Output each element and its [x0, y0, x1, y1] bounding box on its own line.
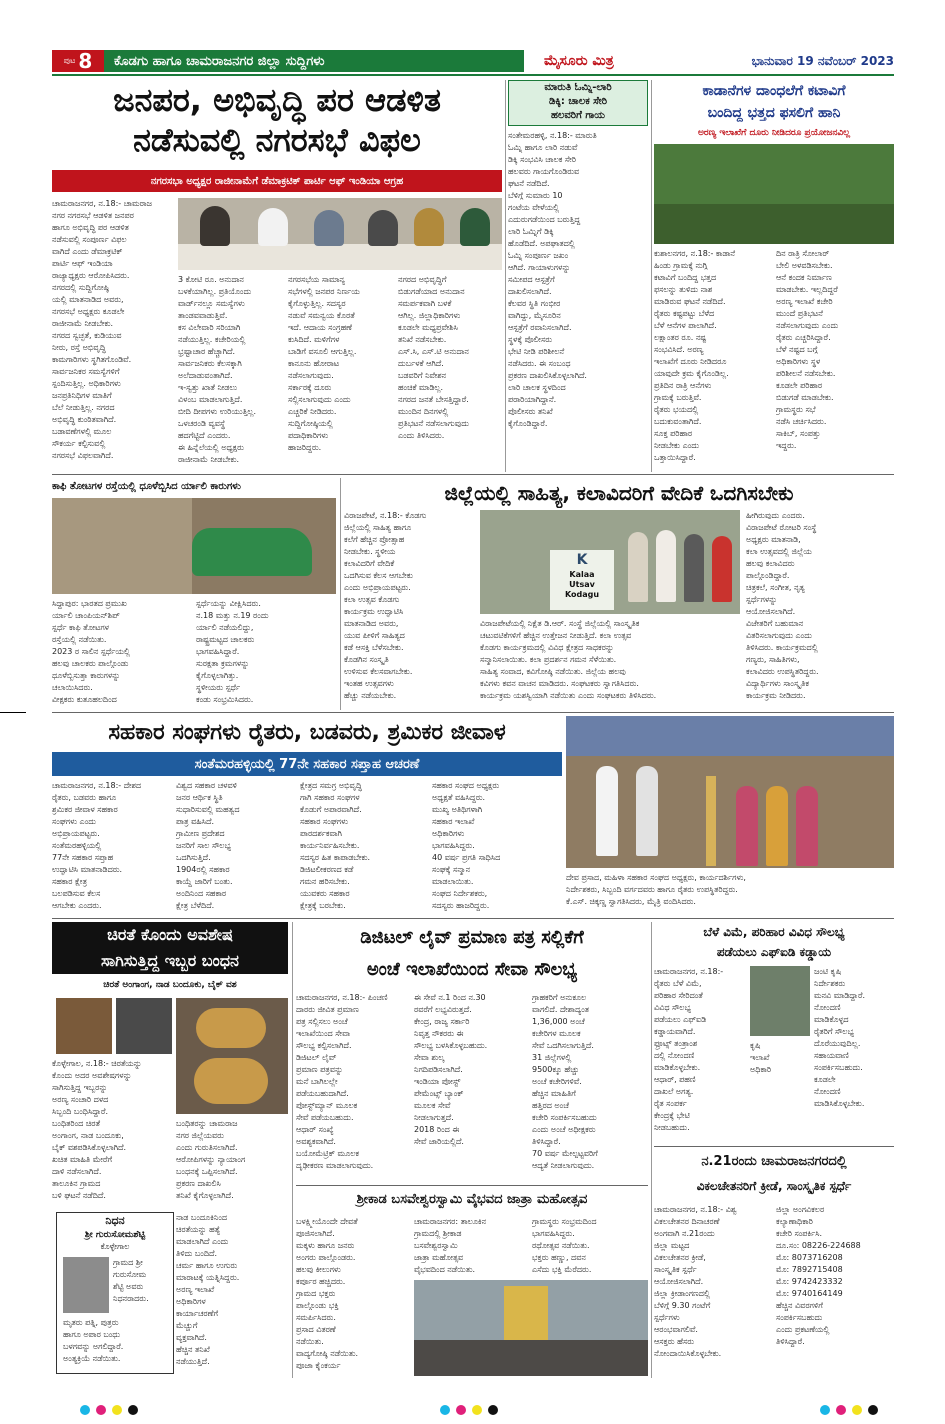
column-rule: [340, 478, 341, 710]
chariot: [504, 1286, 548, 1346]
cooperative-subhead: [52, 752, 562, 776]
section-title: ಕೊಡಗು ಹಾಗೂ ಚಾಮರಾಜನಗರ ಜಿಲ್ಲಾ ಸುದ್ದಿಗಳು: [114, 53, 325, 69]
leopard-headline: [52, 922, 288, 974]
person-silhouette: [636, 766, 658, 856]
lead-body-col3: ನಗರಸಭೆಯ ಸಾಮಾನ್ಯ ಸಭೆಗಳಲ್ಲಿ ಜನಪರ ನಿರ್ಣಯ ಕೈಗೊಳ್ಳುತ್ತಿಲ್ಲ. ಸದಸ್ಯರ ನಡುವೆ ಸಮನ್ವಯ ಕೊರತೆ ಇದೆ. ಆದಾಯ ಸಂಗ್ರಹಣೆ ಕುಸಿದಿದೆ. ಮಳಿಗೆಗಳ ಬಾಡಿಗೆ ವಸೂಲಿ ಆಗುತ್ತಿಲ್ಲ. ಕಾನೂನು ಹೋರಾಟ ನಡೆಸಲಾಗುವುದು. ಸರ್ಕಾರಕ್ಕೆ ದೂರು ಸಲ್ಲಿಸಲಾಗುವುದು ಎಂದು ಎಚ್ಚರಿಕೆ ನೀಡಿದರು. ಸುದ್ದಿಗೋಷ್ಠಿಯಲ್ಲಿ ಪದಾಧಿಕಾರಿಗಳು ಹಾಜರಿದ್ದರು.: [288, 275, 360, 452]
elephant-headline: [654, 80, 894, 124]
dancer-silhouette: [796, 786, 818, 866]
cyan-dot: [80, 1405, 90, 1415]
column-rule: [505, 80, 506, 472]
dust-cloud: [52, 498, 192, 594]
lead-subhead-text: ನಗರಸಭಾ ಅಧ್ಯಕ್ಷರ ರಾಜೀನಾಮೆಗೆ ಡೆಮಾಕ್ರಟಿಕ್ ಪಾರ್ಟಿ ಆಫ್ ಇಂಡಿಯಾ ಆಗ್ರಹ: [150, 175, 404, 187]
banner-text-kalaa: Kalaa: [569, 570, 595, 579]
jatre-body-col1: ಬಳಕ್ಷ್ಮೀಯೊಂದೇ ದೇವತೆ ಪೂಜಿಸಲಾಗಿದೆ. ಮಕ್ಕಳು ಹಾಗೂ ಜನರು ಅಂಗರು ಪಾಲ್ಗೊಂಡರು. ಹಲವು ಕೀಲುಗಳು ಕರ್ಪೂರ ಹಚ್ಚಿದರು. ಗ್ರಾಮದ ಭಕ್ತರು ಪಾಲ್ಗೊಂಡು ಭಕ್ತಿ ಸಮರ್ಪಿಸಿದರು. ಪ್ರಸಾದ ವಿತರಣೆ ನಡೆಯಿತು. ವಾದ್ಯಗೋಷ್ಠಿ ನಡೆಯಿತು. ಪೂಜಾ ಕೈಂಕರ್ಯ: [296, 1217, 359, 1370]
crowd: [414, 1340, 648, 1376]
crop-body-col3: ಕೃಷಿ ಇಲಾಖೆ ಅಧಿಕಾರಿ: [750, 1041, 772, 1074]
digital-body-col1: ಚಾಮರಾಜನಗರ, ನ.18:- ಪಿಂಚಣಿ ದಾರರು ಜೀವಿತ ಪ್ರಮಾಣ ಪತ್ರ ಸಲ್ಲಿಸಲು ಅಂಚೆ ಇಲಾಖೆಯಿಂದ ಸೇವಾ ಸೌಲಭ್ಯ ಕಲ್ಪಿಸಲಾಗಿದೆ. ಡಿಜಿಟಲ್ ಲೈವ್ ಪ್ರಮಾಣ ಪತ್ರವನ್ನು ಮನೆ ಬಾಗಿಲಲ್ಲೇ ಪಡೆಯಬಹುದಾಗಿದೆ. ಪೋಸ್ಟ್‌ಮ್ಯಾನ್ ಮೂಲಕ ಸೇವೆ ಪಡೆಯಬಹುದು. ಆಧಾರ್ ಸಂಖ್ಯೆ ಅವಶ್ಯಕವಾಗಿದೆ. ಬಯೋಮೆಟ್ರಿಕ್ ಮೂಲಕ ದೃಢೀಕರಣ ಮಾಡಲಾಗುವುದು.: [296, 993, 388, 1170]
registration-marks-left: [80, 1400, 144, 1419]
leopard-skin: [194, 1058, 268, 1104]
yellow-dot: [852, 1405, 862, 1415]
person-silhouette: [656, 530, 676, 602]
jatre-body-col3: ಗ್ರಾಮಸ್ಥರು ಸಂಭ್ರಮದಿಂದ ಭಾಗವಹಿಸಿದ್ದರು. ರಥೋತ್ಸವ ನಡೆಯಿತು. ಭಕ್ತರು ಹಣ್ಣು, ದವನ ಎಸೆದು ಭಕ್ತಿ ಮೆರೆದರು.: [532, 1217, 597, 1274]
lead-body-col2: 3 ಕೋಟಿ ರೂ. ಅನುದಾನ ಬಳಕೆಯಾಗಿಲ್ಲ. ಪ್ರತಿಯೊಂದು ವಾರ್ಡ್‌ನಲ್ಲೂ ಸಮಸ್ಯೆಗಳು ತಾಂಡವವಾಡುತ್ತಿವೆ. ಕಸ ವಿಲೇವಾರಿ ಸರಿಯಾಗಿ ನಡೆಯುತ್ತಿಲ್ಲ. ಕಚೇರಿಯಲ್ಲಿ ಭ್ರಷ್ಟಾಚಾರ ಹೆಚ್ಚಾಗಿದೆ. ಸಾರ್ವಜನಿಕರು ಕೆಲಸಕ್ಕಾಗಿ ಅಲೆದಾಡುವಂತಾಗಿದೆ. ಇ-ಸ್ವತ್ತು ಖಾತೆ ನೀಡಲು ವಿಳಂಬ ಮಾಡಲಾಗುತ್ತಿದೆ. ಬೀದಿ ದೀಪಗಳು ಉರಿಯುತ್ತಿಲ್ಲ. ಒಳಚರಂಡಿ ವ್ಯವಸ್ಥೆ ಹದಗೆಟ್ಟಿದೆ ಎಂದರು. ಈ ಹಿನ್ನೆಲೆಯಲ್ಲಿ ಅಧ್ಯಕ್ಷರು ರಾಜೀನಾಮೆ ನೀಡಬೇಕು.: [178, 275, 257, 464]
black-dot: [868, 1405, 878, 1415]
elephant-headline-line2: ಬಂದಿದ್ದ ಭತ್ತದ ಫಸಲಿಗೆ ಹಾನಿ: [707, 105, 841, 121]
maruti-headline-line2: ಡಿಕ್ಕಿ: ಚಾಲಕ ಸೇರಿ: [548, 96, 608, 107]
issue-date: ಭಾನುವಾರ 19 ನವೆಂಬರ್ 2023: [751, 54, 894, 68]
rally-headline: ಕಾಫಿ ತೋಟಗಳ ರಸ್ತೆಯಲ್ಲಿ ಧೂಳೆಬ್ಬಿಸಿದ ರ್ಯಾಲಿ ಕಾರುಗಳು: [52, 481, 241, 492]
digital-headline-line1: ಡಿಜಿಟಲ್ ಲೈವ್ ಪ್ರಮಾಣ ಪತ್ರ ಸಲ್ಲಿಕೆಗೆ: [360, 927, 584, 948]
banner-text-kodagu: Kodagu: [564, 590, 600, 599]
cooperative-ceremony-photo: [566, 716, 894, 868]
column-rule: [651, 80, 652, 472]
leopard-skin: [196, 1008, 266, 1048]
obituary-title: ನಿಧನ: [105, 1214, 125, 1227]
masthead: ಮೈಸೂರು ಮಿತ್ರ: [544, 53, 614, 69]
sports-body-col1: ಚಾಮರಾಜನಗರ, ನ.18:- ವಿಶ್ವ ವಿಕಲಚೇತನರ ದಿನಾಚರಣೆ ಅಂಗವಾಗಿ ನ.21ರಂದು ಜಿಲ್ಲಾ ಮಟ್ಟದ ವಿಕಲಚೇತನರ ಕ್ರೀಡೆ, ಸಾಂಸ್ಕೃತಿಕ ಸ್ಪರ್ಧೆ ಆಯೋಜಿಸಲಾಗಿದೆ. ಜಿಲ್ಲಾ ಕ್ರೀಡಾಂಗಣದಲ್ಲಿ ಬೆಳಿಗ್ಗೆ 9.30 ಗಂಟೆಗೆ ಸ್ಪರ್ಧೆಗಳು ಆರಂಭವಾಗಲಿವೆ. ಆಸಕ್ತರು ಹೆಸರು ನೋಂದಾಯಿಸಿಕೊಳ್ಳಬೇಕು.: [654, 1205, 737, 1358]
cooperative-headline: ಸಹಕಾರ ಸಂಘಗಳು ರೈತರು, ಬಡವರು, ಶ್ರಮಿಕರ ಜೀವಾಳ: [108, 720, 506, 745]
section-rule: [52, 474, 894, 475]
cyan-dot: [820, 1405, 830, 1415]
yellow-dot: [112, 1405, 122, 1415]
section-rule: [52, 918, 894, 919]
rally-body-col2: ಸ್ಪರ್ಧೆಯನ್ನು ವೀಕ್ಷಿಸಿದರು. ನ.18 ಮತ್ತು ನ.19 ರಂದು ರ್ಯಾಲಿ ನಡೆಯಲಿದ್ದು, ರಾಷ್ಟ್ರಮಟ್ಟದ ಚಾಲಕರು ಭಾಗವಹಿಸಿದ್ದಾರೆ. ಸುರಕ್ಷತಾ ಕ್ರಮಗಳನ್ನು ಕೈಗೊಳ್ಳಲಾಗಿತ್ತು. ಸ್ಥಳೀಯರು ಸ್ಪರ್ಧೆ ಕಂಡು ಸಂಭ್ರಮಿಸಿದರು.: [196, 599, 269, 704]
obituary-text: ಗ್ರಾಮದ ಶ್ರೀ ಗುರುಸೋಮ ಶೆಟ್ಟಿ ಅವರು ನಿಧನರಾದರು.: [113, 1258, 149, 1303]
person-silhouette: [368, 210, 398, 246]
registration-marks-right: [820, 1400, 884, 1419]
cooperative-body-col4: ಸಹಕಾರ ಸಂಘದ ಅಧ್ಯಕ್ಷರು ಅಧ್ಯಕ್ಷತೆ ವಹಿಸಿದ್ದರು. ಮುಖ್ಯ ಅತಿಥಿಗಳಾಗಿ ಸಹಕಾರ ಇಲಾಖೆ ಅಧಿಕಾರಿಗಳು ಭಾಗವಹಿಸಿದ್ದರು. 40 ವರ್ಷ ಪ್ರಗತಿ ಸಾಧಿಸಿದ ಸಂಘಕ್ಕೆ ಸನ್ಮಾನ ಮಾಡಲಾಯಿತು. ಸಂಘದ ನಿರ್ದೇಶಕರು, ಸದಸ್ಯರು ಹಾಜರಿದ್ದರು.: [432, 781, 501, 910]
black-dot: [128, 1405, 138, 1415]
lead-headline: [52, 80, 502, 164]
literature-body-col2: ಹೀಗಿರುವುದು ಎಂದರು. ವಿರಾಜಪೇಟೆ ರೋಟರಿ ಸಂಸ್ಥೆ ಅಧ್ಯಕ್ಷರು ಮಾತನಾಡಿ, ಕಲಾ ಉತ್ಸವದಲ್ಲಿ ಜಿಲ್ಲೆಯ ಹಲವು ಕಲಾವಿದರು ಪಾಲ್ಗೊಂಡಿದ್ದಾರೆ. ಚಿತ್ರಕಲೆ, ಸಂಗೀತ, ನೃತ್ಯ ಸ್ಪರ್ಧೆಗಳನ್ನು ಆಯೋಜಿಸಲಾಗಿದೆ. ವಿಜೇತರಿಗೆ ಬಹುಮಾನ ವಿತರಿಸಲಾಗುವುದು ಎಂದು ತಿಳಿಸಿದರು. ಕಾರ್ಯಕ್ರಮದಲ್ಲಿ ಗಣ್ಯರು, ಸಾಹಿತಿಗಳು, ಕಲಾವಿದರು ಉಪಸ್ಥಿತರಿದ್ದರು. ವಿದ್ಯಾರ್ಥಿಗಳು ಸಾಂಸ್ಕೃತಿಕ ಕಾರ್ಯಕ್ರಮ ನೀಡಿದರು.: [746, 511, 819, 700]
literature-body-col3: ವಿರಾಜಪೇಟೆಯಲ್ಲಿ ನಿಕ್ಷೆತ ಡಿ.ಆರ್. ಸಂಸ್ಥೆ ಜಿಲ್ಲೆಯಲ್ಲಿ ಸಾಂಸ್ಕೃತಿಕ ಚಟುವಟಿಕೆಗಳಿಗೆ ಹೆಚ್ಚಿನ ಉತ್ತೇಜನ ನೀಡುತ್ತಿದೆ. ಕಲಾ ಉತ್ಸವ ಕೊಡಗು ಕಾರ್ಯಕ್ರಮದಲ್ಲಿ ವಿವಿಧ ಕ್ಷೇತ್ರದ ಸಾಧಕರನ್ನು ಸನ್ಮಾನಿಸಲಾಯಿತು. ಕಲಾ ಪ್ರದರ್ಶನ ಗಮನ ಸೆಳೆಯಿತು. ಸಾಹಿತ್ಯ ಸಂವಾದ, ಕವಿಗೋಷ್ಠಿ ನಡೆಯಿತು. ಜಿಲ್ಲೆಯ ಹಲವು ಕವಿಗಳು ಕವನ ವಾಚನ ಮಾಡಿದರು. ಸಂಘಟಕರು ಸ್ವಾಗತಿಸಿದರು. ಕಾರ್ಯಕ್ರಮ ಯಶಸ್ವಿಯಾಗಿ ನಡೆಯಿತು ಎಂದು ಸಂಘಟಕರು ತಿಳಿಸಿದರು.: [480, 619, 657, 700]
person-silhouette: [314, 210, 344, 246]
lead-press-meet-photo: [178, 198, 502, 270]
obituary-place: ಕೊಳ್ಳೇಗಾಲ: [100, 1242, 130, 1251]
elephant-headline-line1: ಕಾಡಾನೆಗಳ ದಾಂಧಲೆಗೆ ಕಟಾವಿಗೆ: [702, 83, 846, 99]
elephant-damage-photo: [654, 144, 894, 244]
section-title-bar: [104, 50, 524, 72]
leopard-headline-line1: ಚಿರತೆ ಕೊಂದು ಅವಶೇಷ: [107, 925, 233, 944]
cooperative-subhead-text: ಸಂತೆಮರಹಳ್ಳಿಯಲ್ಲಿ 77ನೇ ಸಹಕಾರ ಸಪ್ತಾಹ ಆಚರಣೆ: [194, 756, 420, 772]
literature-headline: ಜಿಲ್ಲೆಯಲ್ಲಿ ಸಾಹಿತ್ಯ, ಕಲಾವಿದರಿಗೆ ವೇದಿಕೆ ಒದಗಿಸಬೇಕು: [444, 481, 794, 505]
leopard-body-col3: ನಾಡ ಬಂದೂಕಿನಿಂದ ಚಿರತೆಯನ್ನು ಹತ್ಯೆ ಮಾಡಲಾಗಿದೆ ಎಂದು ತಿಳಿದು ಬಂದಿದೆ. ಚರ್ಮ ಹಾಗೂ ಉಗುರು ಮಾರಾಟಕ್ಕೆ ಯತ್ನಿಸಿದ್ದರು. ಅರಣ್ಯ ಇಲಾಖೆ ಅಧಿಕಾರಿಗಳ ಕಾರ್ಯಾಚರಣೆಗೆ ಮೆಚ್ಚುಗೆ ವ್ಯಕ್ತವಾಗಿದೆ. ಹೆಚ್ಚಿನ ತನಿಖೆ ನಡೆಯುತ್ತಿದೆ.: [176, 1213, 240, 1366]
official-portrait-photo: [750, 966, 810, 1036]
cooperative-body-col3: ಕ್ಷೇತ್ರದ ಸಮಗ್ರ ಅಭಿವೃದ್ಧಿ ಗಾಗಿ ಸಹಕಾರ ಸಂಘಗಳ ಕೊಡುಗೆ ಅಪಾರವಾಗಿದೆ. ಸಹಕಾರ ಸಂಘಗಳು ಪಾರದರ್ಶಕವಾಗಿ ಕಾರ್ಯನಿರ್ವಹಿಸಬೇಕು. ಸದಸ್ಯರ ಹಿತ ಕಾಪಾಡಬೇಕು. ಡಿಜಿಟಲೀಕರಣದ ಕಡೆ ಗಮನ ಹರಿಸಬೇಕು. ಯುವಕರು ಸಹಕಾರ ಕ್ಷೇತ್ರಕ್ಕೆ ಬರಬೇಕು.: [300, 781, 371, 910]
magenta-dot: [456, 1405, 466, 1415]
rally-car-photo: [52, 498, 336, 594]
person-silhouette: [414, 208, 444, 246]
press-table: [178, 244, 502, 270]
elephant-body-col2: ದಿನ ರಾತ್ರಿ ಸೋಲಾರ್ ಬೇಲಿ ಅಳವಡಿಸಬೇಕು. ಆನೆ ಕಂದಕ ನಿರ್ಮಾಣ ಮಾಡಬೇಕು. ಇಲ್ಲದಿದ್ದರೆ ಅರಣ್ಯ ಇಲಾಖೆ ಕಚೇರಿ ಮುಂದೆ ಪ್ರತಿಭಟನೆ ನಡೆಸಲಾಗುವುದು ಎಂದು ರೈತರು ಎಚ್ಚರಿಸಿದ್ದಾರೆ. ಬೆಳೆ ನಷ್ಟದ ಬಗ್ಗೆ ಅಧಿಕಾರಿಗಳು ಸ್ಥಳ ಪರಿಶೀಲನೆ ನಡೆಸಬೇಕು. ಕೂಡಲೇ ಪರಿಹಾರ ಬಿಡುಗಡೆ ಮಾಡಬೇಕು. ಗ್ರಾಮಸ್ಥರು ಸಭೆ ನಡೆಸಿ ಚರ್ಚಿಸಿದರು. ಸಾಕಿಬ್, ಸಂಪತ್ತು ಇದ್ದರು.: [776, 249, 839, 450]
digital-headline: [296, 922, 648, 986]
leopard-body-col2: ಬಂಧಿತರನ್ನು ಚಾಮರಾಜ ನಗರ ಜಿಲ್ಲೆಯವರು ಎಂದು ಗುರುತಿಸಲಾಗಿದೆ. ಆರೋಪಿಗಳನ್ನು ನ್ಯಾಯಾಂಗ ಬಂಧನಕ್ಕೆ ಒಪ್ಪಿಸಲಾಗಿದೆ. ಪ್ರಕರಣ ದಾಖಲಿಸಿ ತನಿಖೆ ಕೈಗೊಳ್ಳಲಾಗಿದೆ.: [176, 1119, 246, 1200]
person-silhouette: [258, 208, 288, 246]
digital-headline-line2: ಅಂಚೆ ಇಲಾಖೆಯಿಂದ ಸೇವಾ ಸೌಲಭ್ಯ: [366, 959, 578, 980]
lamp: [706, 776, 716, 866]
leopard-remains-photo: [176, 998, 288, 1114]
elephant-body-col1: ಕುಶಾಲನಗರ, ನ.18:- ಕಾಡಾನೆ ಹಿಂಡು ಗ್ರಾಮಕ್ಕೆ ನುಗ್ಗಿ ಕಟಾವಿಗೆ ಬಂದಿದ್ದ ಭತ್ತದ ಫಸಲನ್ನು ತುಳಿದು ನಾಶ ಮಾಡಿರುವ ಘಟನೆ ನಡೆದಿದೆ. ರೈತರು ಕಷ್ಟಪಟ್ಟು ಬೆಳೆದ ಬೆಳೆ ಆನೆಗಳ ಪಾಲಾಗಿದೆ. ಲಕ್ಷಾಂತರ ರೂ. ನಷ್ಟ ಸಂಭವಿಸಿದೆ. ಅರಣ್ಯ ಇಲಾಖೆಗೆ ದೂರು ನೀಡಿದರೂ ಯಾವುದೇ ಕ್ರಮ ಕೈಗೊಂಡಿಲ್ಲ. ಪ್ರತಿದಿನ ರಾತ್ರಿ ಆನೆಗಳು ಗ್ರಾಮಕ್ಕೆ ಬರುತ್ತಿವೆ. ರೈತರು ಭಯದಲ್ಲಿ ಬದುಕುವಂತಾಗಿದೆ. ಸೂಕ್ತ ಪರಿಹಾರ ನೀಡಬೇಕು ಎಂದು ಒತ್ತಾಯಿಸಿದ್ದಾರೆ.: [654, 249, 736, 462]
maruti-headline-line3: ಹಲವರಿಗೆ ಗಾಯ: [550, 110, 606, 121]
lead-body-col4: ನಗರದ ಅಭಿವೃದ್ಧಿಗೆ ಬಿಡುಗಡೆಯಾದ ಅನುದಾನ ಸಮರ್ಪಕವಾಗಿ ಬಳಕೆ ಆಗಿಲ್ಲ. ಜಿಲ್ಲಾಧಿಕಾರಿಗಳು ಕೂಡಲೇ ಮಧ್ಯಪ್ರವೇಶಿಸಿ ತನಿಖೆ ನಡೆಸಬೇಕು. ಎಸ್.ಸಿ, ಎಸ್.ಟಿ ಅನುದಾನ ದುರ್ಬಳಕೆ ಆಗಿದೆ. ಬಡವರಿಗೆ ನಿವೇಶನ ಹಂಚಿಕೆ ಮಾಡಿಲ್ಲ. ನಗರದ ಜನತೆ ಬೇಸತ್ತಿದ್ದಾರೆ. ಮುಂದಿನ ದಿನಗಳಲ್ಲಿ ಪ್ರತಿಭಟನೆ ನಡೆಸಲಾಗುವುದು ಎಂದು ತಿಳಿಸಿದರು.: [398, 275, 469, 440]
kala-utsav-photo: [480, 510, 740, 614]
section-rule: [52, 712, 894, 713]
sports-headline: [654, 1150, 894, 1200]
header-rule: [52, 74, 894, 76]
leopard-headline-line2: ಸಾಗಿಸುತ್ತಿದ್ದ ಇಬ್ಬರ ಬಂಧನ: [101, 951, 239, 970]
obituary-box: [56, 1212, 174, 1374]
magenta-dot: [836, 1405, 846, 1415]
kala-utsav-banner: [550, 550, 614, 610]
crop-headline-line1: ಬೆಳೆ ವಿಮೆ, ಪರಿಹಾರ ವಿವಿಧ ಸೌಲಭ್ಯ: [703, 925, 845, 939]
crop-headline-line2: ಪಡೆಯಲು ಎಫ್‌ಐಡಿ ಕಡ್ಡಾಯ: [716, 945, 832, 959]
black-dot: [488, 1405, 498, 1415]
section-rule: [654, 1146, 894, 1147]
person-silhouette: [200, 206, 230, 246]
obituary-name: ಶ್ರೀ ಗುರುಸೋಮಶೆಟ್ಟಿ: [84, 1230, 146, 1240]
banner-text-utsav: Utsav: [569, 580, 595, 589]
accused-photo-2: [116, 998, 172, 1054]
jatre-body-col2: ಚಾಮರಾಜನಗರ: ತಾಲೂಕಿನ ಗ್ರಾಮದಲ್ಲಿ ಶ್ರೀಕಾಡ ಬಸವೇಶ್ವರಸ್ವಾಮಿ ಜಾತ್ರಾ ಮಹೋತ್ಸವ ವೈಭವದಿಂದ ನಡೆಯಿತು.: [414, 1217, 487, 1274]
dancer-silhouette: [766, 786, 788, 866]
page-badge: [52, 50, 104, 72]
digital-body-col2: ಈ ಸೇವೆ ನ.1 ರಿಂದ ನ.30 ರವರೆಗೆ ಲಭ್ಯವಿರುತ್ತದೆ. ಕೇಂದ್ರ, ರಾಜ್ಯ ಸರ್ಕಾರಿ ನಿವೃತ್ತ ನೌಕರರು ಈ ಸೌಲಭ್ಯ ಬಳಸಿಕೊಳ್ಳಬಹುದು. ಸೇವಾ ಶುಲ್ಕ ನಿಗದಿಪಡಿಸಲಾಗಿದೆ. ಇಂಡಿಯಾ ಪೋಸ್ಟ್ ಪೇಮೆಂಟ್ಸ್ ಬ್ಯಾಂಕ್ ಮೂಲಕ ಸೇವೆ ನೀಡಲಾಗುತ್ತದೆ. 2018 ರಿಂದ ಈ ಸೇವೆ ಜಾರಿಯಲ್ಲಿದೆ.: [414, 993, 488, 1146]
yellow-dot: [472, 1405, 482, 1415]
sports-headline-line1: ನ.21ರಂದು ಚಾಮರಾಜನಗರದಲ್ಲಿ: [701, 1154, 847, 1169]
obituary-text-2: ಮೃತರು ಪತ್ನಿ, ಪುತ್ರರು ಹಾಗೂ ಅಪಾರ ಬಂಧು ಬಳಗವನ್ನು ಅಗಲಿದ್ದಾರೆ. ಅಂತ್ಯಕ್ರಿಯೆ ನಡೆಯಿತು.: [63, 1318, 124, 1363]
stage-backdrop: [566, 716, 894, 756]
cooperative-body-col1: ಚಾಮರಾಜನಗರ, ನ.18:- ದೇಶದ ರೈತರು, ಬಡವರು ಹಾಗೂ ಶ್ರಮಿಕರ ಜೀವಾಳ ಸಹಕಾರ ಸಂಘಗಳು ಎಂದು ಅಭಿಪ್ರಾಯಪಟ್ಟರು. ಸಂತೆಮರಹಳ್ಳಿಯಲ್ಲಿ 77ನೇ ಸಹಕಾರ ಸಪ್ತಾಹ ಉದ್ಘಾಟಿಸಿ ಮಾತನಾಡಿದರು. ಸಹಕಾರ ಕ್ಷೇತ್ರ ಬಲಪಡಿಸುವ ಕೆಲಸ ಆಗಬೇಕು ಎಂದರು.: [52, 781, 142, 910]
person-silhouette: [596, 766, 618, 856]
person-silhouette: [684, 534, 704, 602]
page-header: [52, 50, 894, 72]
page-prefix: ಪುಟ: [63, 56, 76, 65]
fold-mark: [0, 712, 26, 713]
dancer-silhouette: [736, 786, 758, 866]
sports-body-col2: ಜಿಲ್ಲಾ ಅಂಗವಿಕಲರ ಕಲ್ಯಾಣಾಧಿಕಾರಿ ಕಚೇರಿ ಸಂಪರ್ಕಿಸಿ. ದೂ.ಸಂ: 08226-224688 ಮೊ: 8073716208 ಮೊ: 7892715408 ಮೊ: 9742423332 ಮೊ: 9740164149 ಹೆಚ್ಚಿನ ವಿವರಗಳಿಗೆ ಸಂಪರ್ಕಿಸಬಹುದು ಎಂದು ಪ್ರಕಟಣೆಯಲ್ಲಿ ತಿಳಿಸಿದ್ದಾರೆ.: [776, 1205, 861, 1346]
person-silhouette: [460, 208, 490, 246]
literature-body-col1: ವಿರಾಜಪೇಟೆ, ನ.18:- ಕೊಡಗು ಜಿಲ್ಲೆಯಲ್ಲಿ ಸಾಹಿತ್ಯ ಹಾಗೂ ಕಲೆಗೆ ಹೆಚ್ಚಿನ ಪ್ರೋತ್ಸಾಹ ನೀಡಬೇಕು. ಸ್ಥಳೀಯ ಕಲಾವಿದರಿಗೆ ವೇದಿಕೆ ಒದಗಿಸುವ ಕೆಲಸ ಆಗಬೇಕು ಎಂದು ಅಭಿಪ್ರಾಯಪಟ್ಟರು. ಕಲಾ ಉತ್ಸವ ಕೊಡಗು ಕಾರ್ಯಕ್ರಮ ಉದ್ಘಾಟಿಸಿ ಮಾತನಾಡಿದ ಅವರು, ಯುವ ಪೀಳಿಗೆ ಸಾಹಿತ್ಯದ ಕಡೆ ಆಸಕ್ತಿ ಬೆಳೆಸಬೇಕು. ಕೊಡಗಿನ ಸಂಸ್ಕೃತಿ ಉಳಿಸುವ ಕೆಲಸವಾಗಬೇಕು. ಇಂತಹ ಉತ್ಸವಗಳು ಹೆಚ್ಚು ನಡೆಯಬೇಕು.: [344, 511, 427, 700]
rally-car: [192, 528, 312, 576]
column-rule: [292, 922, 293, 1378]
sports-headline-line2: ವಿಕಲಚೇತನರಿಗೆ ಕ್ರೀಡೆ, ಸಾಂಸ್ಕೃತಿಕ ಸ್ಪರ್ಧೆ: [696, 1179, 852, 1193]
cooperative-body-col5: ದೇವ ಪ್ರಸಾದ, ಮಹಿಳಾ ಸಹಕಾರ ಸಂಘದ ಅಧ್ಯಕ್ಷರು, ಕಾರ್ಯದರ್ಶಿಗಳು, ನಿರ್ದೇಶಕರು, ಸಿಬ್ಬಂದಿ ವರ್ಗದವರು ಹಾಗೂ ರೈತರು ಉಪಸ್ಥಿತರಿದ್ದರು. ಕೆ.ಎಸ್. ಚಿಕ್ಕಣ್ಣ ಸ್ವಾಗತಿಸಿದರು, ಮೈತ್ರಿ ವಂದಿಸಿದರು.: [566, 873, 746, 906]
lead-headline-line1: ಜನಪರ, ಅಭಿವೃದ್ಧಿ ಪರ ಆಡಳಿತ: [113, 81, 441, 119]
leopard-body-col1: ಕೊಳ್ಳೇಗಾಲ, ನ.18:- ಚಿರತೆಯನ್ನು ಕೊಂದು ಅದರ ಅವಶೇಷಗಳನ್ನು ಸಾಗಿಸುತ್ತಿದ್ದ ಇಬ್ಬರನ್ನು ಅರಣ್ಯ ಸಂಚಾರಿ ದಳದ ಸಿಬ್ಬಂದಿ ಬಂಧಿಸಿದ್ದಾರೆ. ಬಂಧಿತರಿಂದ ಚಿರತೆ ಅಂಗಾಂಗ, ನಾಡ ಬಂದೂಕು, ಬೈಕ್ ವಶಪಡಿಸಿಕೊಳ್ಳಲಾಗಿದೆ. ಖಚಿತ ಮಾಹಿತಿ ಮೇರೆಗೆ ದಾಳಿ ನಡೆಸಲಾಗಿದೆ. ತಾಲೂಕಿನ ಗ್ರಾಮದ ಬಳಿ ಘಟನೆ ನಡೆದಿದೆ.: [52, 1059, 142, 1200]
kala-utsav-logo-icon: K: [576, 552, 588, 568]
section-rule: [296, 1185, 648, 1186]
obituary-photo: [63, 1257, 109, 1313]
digital-body-col3: ಗ್ರಾಹಕರಿಗೆ ಅನುಕೂಲ ವಾಗಲಿದೆ. ದೇಶಾದ್ಯಂತ 1,36,000 ಅಂಚೆ ಕಚೇರಿಗಳ ಮೂಲಕ ಸೇವೆ ಒದಗಿಸಲಾಗುತ್ತಿದೆ. 31 ಜಿಲ್ಲೆಗಳಲ್ಲಿ 9500ಕ್ಕೂ ಹೆಚ್ಚು ಅಂಚೆ ಕಚೇರಿಗಳಿವೆ. ಹೆಚ್ಚಿನ ಮಾಹಿತಿಗೆ ಹತ್ತಿರದ ಅಂಚೆ ಕಚೇರಿ ಸಂಪರ್ಕಿಸಬಹುದು ಎಂದು ಅಂಚೆ ಅಧೀಕ್ಷಕರು ತಿಳಿಸಿದ್ದಾರೆ. 70 ವರ್ಷ ಮೇಲ್ಪಟ್ಟವರಿಗೆ ಆದ್ಯತೆ ನೀಡಲಾಗುವುದು.: [532, 993, 598, 1170]
crop-body-col2: ಜಂಟಿ ಕೃಷಿ ನಿರ್ದೇಶಕರು ಮನವಿ ಮಾಡಿದ್ದಾರೆ. ನೋಂದಣಿ ಮಾಡಿಕೊಳ್ಳದ ರೈತರಿಗೆ ಸೌಲಭ್ಯ ದೊರೆಯುವುದಿಲ್ಲ. ಸಹಾಯವಾಣಿ ಸಂಪರ್ಕಿಸಬಹುದು. ಕೂಡಲೇ ನೋಂದಣಿ ಮಾಡಿಸಿಕೊಳ್ಳಬೇಕು.: [814, 967, 866, 1108]
accused-photo-1: [56, 998, 112, 1054]
jatre-chariot-photo: [414, 1280, 648, 1376]
crop-headline: [654, 922, 894, 962]
maruti-headline: [508, 80, 648, 126]
lead-body-col1: ಚಾಮರಾಜನಗರ, ನ.18:- ಚಾಮರಾಜ ನಗರ ನಗರಸಭೆ ಆಡಳಿತ ಜನಪರ ಹಾಗೂ ಅಭಿವೃದ್ಧಿ ಪರ ಆಡಳಿತ ನಡೆಸುವಲ್ಲಿ ಸಂಪೂರ್ಣ ವಿಫಲ ವಾಗಿದೆ ಎಂದು ಡೆಮಾಕ್ರಟಿಕ್ ಪಾರ್ಟಿ ಆಫ್ ಇಂಡಿಯಾ ರಾಜ್ಯಾಧ್ಯಕ್ಷರು ಆರೋಪಿಸಿದರು. ನಗರದಲ್ಲಿ ಸುದ್ದಿಗೋಷ್ಠಿ ಯಲ್ಲಿ ಮಾತನಾಡಿದ ಅವರು, ನಗರಸಭೆ ಅಧ್ಯಕ್ಷರು ಕೂಡಲೇ ರಾಜೀನಾಮೆ ನೀಡಬೇಕು. ನಗರದ ಸ್ವಚ್ಛತೆ, ಕುಡಿಯುವ ನೀರು, ರಸ್ತೆ ಅಭಿವೃದ್ಧಿ ಕಾಮಗಾರಿಗಳು ಸ್ಥಗಿತಗೊಂಡಿವೆ. ಸಾರ್ವಜನಿಕರ ಸಮಸ್ಯೆಗಳಿಗೆ ಸ್ಪಂದಿಸುತ್ತಿಲ್ಲ. ಅಧಿಕಾರಿಗಳು ಜನಪ್ರತಿನಿಧಿಗಳ ಮಾತಿಗೆ ಬೆಲೆ ನೀಡುತ್ತಿಲ್ಲ. ನಗರದ ಅಭಿವೃದ್ಧಿ ಕುಂಠಿತವಾಗಿದೆ. ಬಡಾವಣೆಗಳಲ್ಲಿ ಮೂಲ ಸೌಕರ್ಯ ಕಲ್ಪಿಸುವಲ್ಲಿ ನಗರಸಭೆ ವಿಫಲವಾಗಿದೆ.: [52, 199, 153, 460]
magenta-dot: [96, 1405, 106, 1415]
leopard-subhead: ಚಿರತೆ ಅಂಗಾಂಗ, ನಾಡ ಬಂದೂಕು, ಬೈಕ್ ವಶ: [103, 980, 237, 990]
page-number: 8: [78, 49, 93, 73]
lead-headline-line2: ನಡೆಸುವಲ್ಲಿ ನಗರಸಭೆ ವಿಫಲ: [133, 121, 421, 159]
maruti-body: ಸಂತೇಮರಹಳ್ಳಿ, ನ.18:- ಮಾರುತಿ ಓಮ್ನಿ ಹಾಗೂ ಲಾರಿ ನಡುವೆ ಡಿಕ್ಕಿ ಸಂಭವಿಸಿ ಚಾಲಕ ಸೇರಿ ಹಲವರು ಗಾಯಗೊಂಡಿರುವ ಘಟನೆ ನಡೆದಿದೆ. ಬೆಳಿಗ್ಗೆ ಸುಮಾರು 10 ಗಂಟೆಯ ವೇಳೆಯಲ್ಲಿ ಎದುರುಗಡೆಯಿಂದ ಬರುತ್ತಿದ್ದ ಲಾರಿ ಓಮ್ನಿಗೆ ಡಿಕ್ಕಿ ಹೊಡೆದಿದೆ. ಅಪಘಾತದಲ್ಲಿ ಓಮ್ನಿ ಸಂಪೂರ್ಣ ಜಖಂ ಆಗಿದೆ. ಗಾಯಾಳುಗಳನ್ನು ಸಮೀಪದ ಆಸ್ಪತ್ರೆಗೆ ದಾಖಲಿಸಲಾಗಿದೆ. ಕೆಲವರ ಸ್ಥಿತಿ ಗಂಭೀರ ವಾಗಿದ್ದು, ಮೈಸೂರಿನ ಆಸ್ಪತ್ರೆಗೆ ರವಾನಿಸಲಾಗಿದೆ. ಸ್ಥಳಕ್ಕೆ ಪೊಲೀಸರು ಭೇಟಿ ನೀಡಿ ಪರಿಶೀಲನೆ ನಡೆಸಿದರು. ಈ ಸಂಬಂಧ ಪ್ರಕರಣ ದಾಖಲಿಸಿಕೊಳ್ಳಲಾಗಿದೆ. ಲಾರಿ ಚಾಲಕ ಸ್ಥಳದಿಂದ ಪರಾರಿಯಾಗಿದ್ದಾನೆ. ಪೊಲೀಸರು ತನಿಖೆ ಕೈಗೊಂಡಿದ್ದಾರೆ.: [508, 131, 597, 428]
elephant-subhead: ಅರಣ್ಯ ಇಲಾಖೆಗೆ ದೂರು ನೀಡಿದರೂ ಪ್ರಯೋಜನವಿಲ್ಲ: [697, 128, 851, 138]
person-silhouette: [628, 532, 648, 602]
cooperative-body-col2: ವಿಶ್ವದ ಸಹಕಾರ ಚಳವಳಿ ಜನರ ಆರ್ಥಿಕ ಸ್ಥಿತಿ ಸುಧಾರಿಸುವಲ್ಲಿ ಮಹತ್ವದ ಪಾತ್ರ ವಹಿಸಿದೆ. ಗ್ರಾಮೀಣ ಪ್ರದೇಶದ ಜನರಿಗೆ ಸಾಲ ಸೌಲಭ್ಯ ಒದಗಿಸುತ್ತಿದೆ. 1904ರಲ್ಲಿ ಸಹಕಾರ ಕಾಯ್ದೆ ಜಾರಿಗೆ ಬಂತು. ಅಂದಿನಿಂದ ಸಹಕಾರ ಕ್ಷೇತ್ರ ಬೆಳೆದಿದೆ.: [176, 781, 240, 910]
rally-body-col1: ಸಿದ್ದಾಪುರ: ಭಾರತದ ಪ್ರಮುಖ ರ್ಯಾಲಿ ಚಾಂಪಿಯನ್‌ಶಿಪ್ ಸ್ಪರ್ಧೆ ಕಾಫಿ ತೋಟಗಳ ರಸ್ತೆಯಲ್ಲಿ ನಡೆಯಿತು. 2023 ರ ಸಾಲಿನ ಸ್ಪರ್ಧೆಯಲ್ಲಿ ಹಲವು ಚಾಲಕರು ಪಾಲ್ಗೊಂಡು ಧೂಳೆಬ್ಬಿಸುತ್ತಾ ಕಾರುಗಳನ್ನು ಚಲಾಯಿಸಿದರು. ವೀಕ್ಷಕರು ಕುತೂಹಲದಿಂದ: [52, 599, 130, 704]
person-silhouette: [712, 536, 732, 602]
maruti-headline-line1: ಮಾರುತಿ ಓಮ್ನಿ-ಲಾರಿ: [544, 82, 612, 93]
lead-subhead: [52, 170, 502, 192]
registration-marks-center: [440, 1400, 504, 1419]
crop-body-col1: ಚಾಮರಾಜನಗರ, ನ.18:- ರೈತರು ಬೆಳೆ ವಿಮೆ, ಪರಿಹಾರ ಸೇರಿದಂತೆ ವಿವಿಧ ಸೌಲಭ್ಯ ಪಡೆಯಲು ಎಫ್‌ಐಡಿ ಕಡ್ಡಾಯವಾಗಿದೆ. ಫ್ರೂಟ್ಸ್ ತಂತ್ರಾಂಶ ದಲ್ಲಿ ನೋಂದಣಿ ಮಾಡಿಕೊಳ್ಳಬೇಕು. ಆಧಾರ್, ಪಹಣಿ ದಾಖಲೆ ಅಗತ್ಯ. ರೈತ ಸಂಪರ್ಕ ಕೇಂದ್ರಕ್ಕೆ ಭೇಟಿ ನೀಡಬಹುದು.: [654, 967, 724, 1132]
cyan-dot: [440, 1405, 450, 1415]
column-rule: [651, 922, 652, 1378]
paddy-field: [654, 204, 894, 244]
jatre-headline: ಶ್ರೀಕಾಡ ಬಸವೇಶ್ವರಸ್ವಾಮಿ ವೈಭವದ ಜಾತ್ರಾ ಮಹೋತ್ಸವ: [356, 1192, 588, 1207]
